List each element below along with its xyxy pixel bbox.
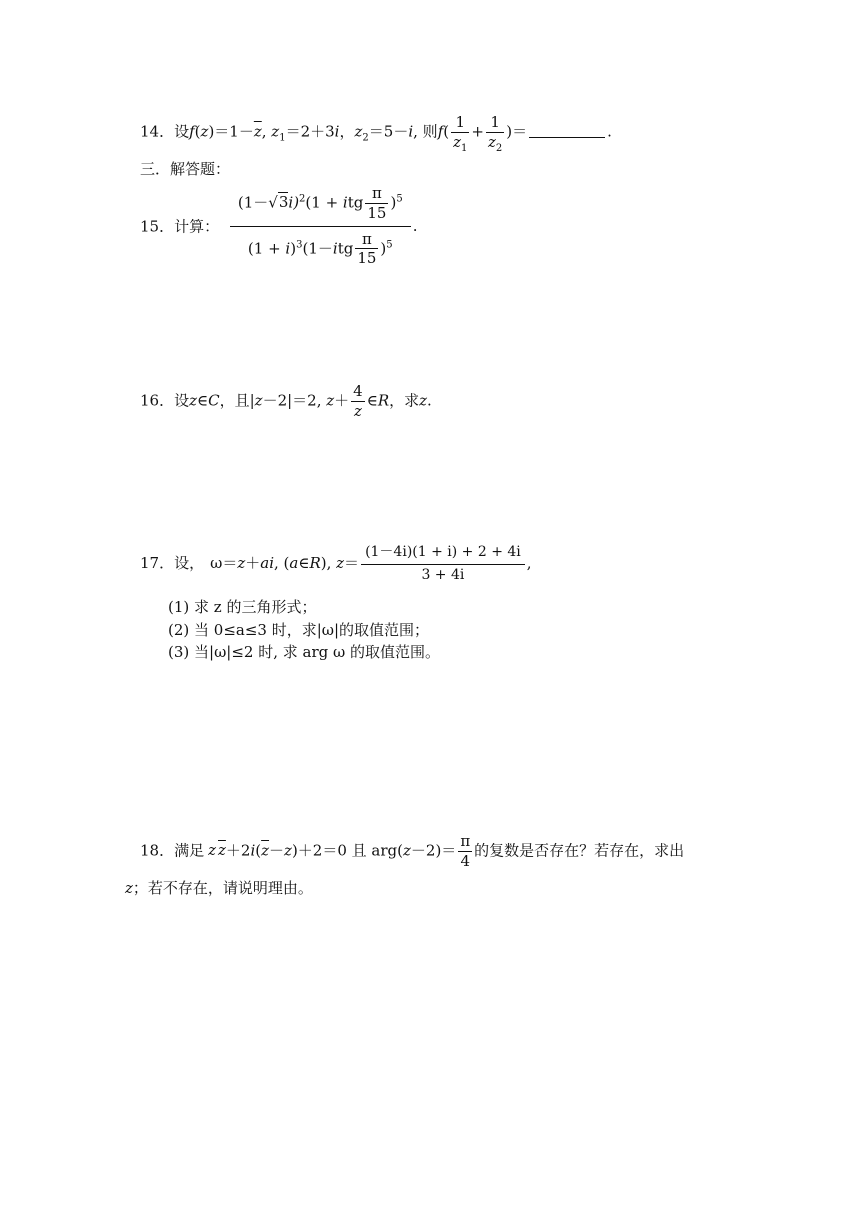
q15-text: i) — [288, 193, 300, 212]
q18-text: － — [269, 841, 285, 860]
fraction-var: z — [487, 132, 496, 151]
fraction-numerator: (1－4i)(1 + i) + 2 + 4i — [365, 544, 521, 560]
question-15 — [140, 184, 417, 268]
q15-denominator — [230, 226, 411, 269]
fraction-numerator: π — [460, 832, 471, 850]
q17-var-ai: ai — [260, 554, 274, 572]
question-16 — [140, 382, 432, 421]
q17-part-3: (3) 当|ω|≤2 时, 求 arg ω 的取值范围。 — [168, 643, 441, 661]
q15-fraction — [230, 184, 411, 268]
q18-text: ；若不存在，请说明理由。 — [132, 879, 313, 897]
q18-var-z: z — [208, 841, 216, 860]
q16-text: . — [427, 391, 432, 410]
q17-text: ∈ — [298, 554, 310, 572]
q14-text: , — [261, 122, 272, 141]
q14-var-zbar: $\overline{z}$ — [253, 122, 262, 141]
q18-var-zbar: $\overline{z}$ — [218, 841, 226, 860]
fraction-numerator: π — [371, 184, 382, 202]
q17-var-z: z — [237, 554, 246, 572]
q16-text: －2|＝2, — [262, 391, 327, 410]
q18-fraction — [458, 832, 472, 871]
q14-text: ( — [443, 122, 450, 141]
question-17 — [140, 544, 532, 584]
fraction-numerator: π — [361, 229, 372, 248]
q16-number: 16．设 — [140, 391, 190, 410]
q14-text: 设 — [174, 122, 190, 141]
fraction-var: z — [453, 132, 462, 151]
q18-var-zbar: $\overline{z}$ — [261, 841, 270, 860]
q17-number: 17．设， — [140, 554, 205, 572]
q17-var-R: R — [309, 554, 321, 572]
q17-text: ＋ — [245, 554, 261, 572]
fraction-numerator: 1 — [455, 113, 466, 131]
q15-text: (1－ — [237, 193, 269, 212]
fraction-sub: 2 — [495, 142, 503, 154]
exponent: 3 — [296, 238, 303, 250]
q15-text: ) — [380, 238, 387, 257]
q14-var-f: f — [189, 122, 195, 141]
q17-text: ω＝ — [210, 554, 238, 572]
q14-text: )＝1－ — [208, 122, 254, 141]
q17-var-a: a — [289, 554, 299, 572]
q15-pi-fraction — [355, 230, 378, 269]
q14-fraction-1 — [451, 113, 469, 152]
q14-var-i: i — [334, 122, 340, 141]
q17-part-1: (1) 求 z 的三角形式； — [168, 598, 317, 616]
fraction-denominator: 15 — [367, 203, 387, 222]
q15-text: tg — [337, 238, 354, 257]
q15-text: ) — [290, 238, 297, 257]
q16-var-z: z — [189, 391, 197, 410]
q18-number: 18．满足 — [140, 841, 205, 860]
q17-fraction — [361, 544, 525, 584]
q14-text: ＝5－ — [368, 122, 409, 141]
q17-part-2: (2) 当 0≤a≤3 时，求|ω|的取值范围； — [168, 621, 430, 639]
q14-text: , 则 — [413, 122, 438, 141]
q14-text: . — [607, 122, 612, 141]
exponent: 5 — [386, 238, 393, 250]
fraction-denominator — [451, 132, 469, 152]
q16-var-C: C — [208, 391, 220, 410]
q18-var-z: z — [125, 879, 133, 897]
q17-text: , ( — [274, 554, 290, 572]
q16-fraction — [351, 382, 365, 421]
q15-number: 15．计算： — [140, 217, 220, 236]
q15-text: tg — [347, 193, 364, 212]
fraction-numerator: 4 — [353, 382, 363, 400]
fraction-denominator: 4 — [458, 851, 472, 871]
q16-text: ，且| — [219, 391, 255, 410]
fraction-sub: 1 — [461, 142, 468, 154]
q17-var-z: z — [336, 554, 345, 572]
q14-var-z: z — [200, 122, 209, 141]
q17-text: ＝ — [344, 554, 360, 572]
q18-text: )＋2＝0 且 arg( — [291, 841, 403, 860]
q18-line-2 — [125, 877, 313, 898]
q17-text: , — [526, 554, 532, 572]
q16-text: ∈ — [197, 391, 209, 410]
q16-var-z: z — [326, 391, 335, 410]
sqrt-radicand: 3 — [278, 193, 289, 212]
q15-text: (1 + — [305, 193, 343, 212]
q14-text: ， — [339, 122, 355, 141]
q15-var-i: i — [332, 238, 338, 257]
q14-text: )＝ — [506, 122, 528, 141]
q15-text: (1 + — [247, 238, 286, 257]
q14-text: + — [471, 122, 484, 141]
q14-sub: 1 — [279, 132, 286, 144]
q18-text: ( — [255, 841, 262, 860]
exponent: 2 — [299, 193, 306, 205]
q18-var-i: i — [250, 841, 256, 860]
q14-text: ( — [194, 122, 201, 141]
q14-fraction-2 — [486, 113, 504, 152]
fraction-denominator: z — [351, 401, 365, 421]
section-heading: 三．解答题： — [140, 160, 231, 178]
q14-var-z2: z — [354, 122, 363, 141]
q14-text: ＝2＋3 — [285, 122, 335, 141]
q17-text: ), — [320, 554, 337, 572]
q15-pi-fraction — [365, 184, 388, 223]
q18-text: ＋2 — [225, 841, 251, 860]
fraction-numerator: 1 — [490, 113, 500, 131]
q16-var-R: R — [377, 391, 390, 410]
q18-var-z: z — [284, 841, 292, 860]
q15-var-i: i — [285, 238, 291, 257]
q14-var-z1: z — [271, 122, 280, 141]
q14-var-f: f — [437, 122, 444, 141]
q15-text: . — [412, 217, 418, 235]
q16-text: ＋ — [334, 391, 350, 410]
q15-var-i: i — [342, 193, 348, 212]
fraction-denominator: 15 — [357, 249, 377, 268]
q16-var-z: z — [254, 391, 263, 410]
answer-blank — [529, 123, 605, 138]
fraction-denominator — [486, 132, 504, 152]
question-18 — [140, 832, 684, 871]
q18-text: 的复数是否存在？若存在，求出 — [474, 841, 685, 860]
q15-text: ) — [390, 193, 397, 212]
q18-var-z: z — [403, 841, 411, 860]
q14-var-i: i — [408, 122, 414, 141]
exponent: 5 — [396, 193, 403, 205]
q16-text: ，求 — [389, 391, 420, 410]
question-14 — [140, 113, 612, 152]
q16-var-z: z — [419, 391, 428, 410]
q15-text: (1－ — [302, 238, 333, 257]
sqrt-symbol: √ — [268, 193, 278, 212]
q14-number: 14． — [140, 122, 175, 141]
q16-text: ∈ — [366, 391, 378, 410]
q18-text: －2)＝ — [410, 841, 457, 860]
fraction-denominator: 3 + 4i — [361, 564, 525, 585]
q15-numerator — [230, 184, 411, 226]
q14-sub: 2 — [362, 132, 369, 144]
